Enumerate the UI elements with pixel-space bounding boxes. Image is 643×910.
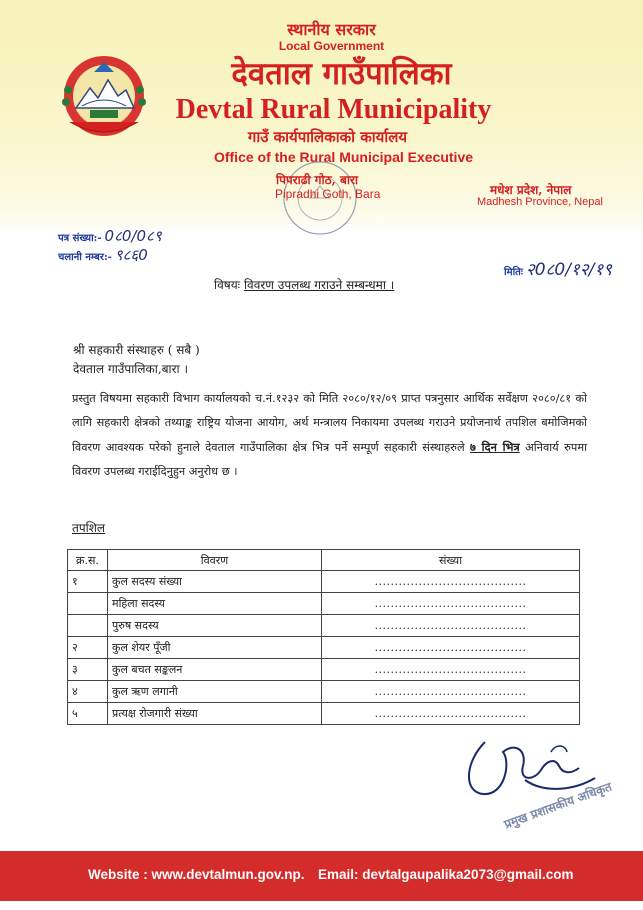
table-header-row (68, 550, 580, 571)
row-item: कुल बचत सङ्कलन (108, 659, 322, 681)
row-serial: ३ (68, 659, 108, 681)
office-address-np: पिपराढी गोठ, बारा (276, 173, 358, 187)
municipality-name-np: देवताल गाउँपालिका (231, 56, 452, 92)
details-table (67, 549, 580, 725)
signature-with-stamp (455, 722, 615, 837)
official-stamp-text: प्रमुख प्रशासकीय अधिकृत (502, 779, 614, 832)
row-value: ...................................... (322, 571, 580, 593)
letter-number-value: 0८0/0८९ (104, 227, 162, 245)
header-serial: क्र.स. (68, 550, 108, 571)
local-government-np: स्थानीय सरकार (287, 20, 376, 39)
row-serial: ४ (68, 681, 108, 703)
table-row (68, 659, 580, 681)
addressee-line-1: श्री सहकारी संस्थाहरु ( सबै ) (73, 343, 200, 357)
deadline-emphasis: ७ दिन भित्र (470, 440, 520, 454)
office-name-np: गाउँ कार्यपालिकाको कार्यालय (247, 128, 408, 146)
body-paragraph (72, 387, 587, 484)
header-description: विवरण (108, 550, 322, 571)
dispatch-number-label: चलानी नम्बर:- (58, 252, 112, 263)
table-row (68, 681, 580, 703)
table-row (68, 593, 580, 615)
footer-website[interactable]: Website : www.devtalmun.gov.np. (88, 867, 305, 882)
date-label: मितिः (504, 267, 523, 278)
table-row (68, 637, 580, 659)
row-value: ...................................... (322, 593, 580, 615)
local-government-en: Local Government (278, 39, 385, 53)
footer-bar (0, 851, 643, 901)
subject-line (214, 276, 394, 293)
row-item: कुल शेयर पूँजी (108, 637, 322, 659)
office-address-en: Pipradhi Goth, Bara (275, 187, 381, 201)
header-count: संख्या (322, 550, 580, 571)
table-row (68, 615, 580, 637)
dispatch-number (58, 245, 148, 265)
row-serial: ५ (68, 703, 108, 725)
row-item: पुरुष सदस्य (108, 615, 322, 637)
dispatch-number-value: ९८६0 (114, 246, 148, 264)
province-np: मधेश प्रदेश, नेपाल (490, 183, 572, 197)
body-text-part-2: अनिवार्य रुपमा विवरण उपलब्ध गराईदिनुहुन अनुरोध छ । (72, 441, 587, 478)
letter-number-label: पत्र संख्या:- (58, 233, 102, 244)
row-serial: १ (68, 571, 108, 593)
subject-label: विषयः (214, 278, 241, 292)
row-value: ...................................... (322, 637, 580, 659)
office-name-en: Office of the Rural Municipal Executive (213, 149, 474, 165)
row-item: महिला सदस्य (108, 593, 322, 615)
body-text-part-1: प्रस्तुत विषयमा सहकारी विभाग कार्यालयको च.नं.१२३२ को मिति २०८०/१२/०९ प्राप्त पत्रनुसार आर्थिक सर्वेक्षण २०८०/८१ को लागि सहकारी क्षेत्रको तथ्याङ्क राष्ट्रिय योजना आयोग, अर्थ मन्त्रालय निकायमा उपलब्ध गराउने प्रयोजनार्थ तपशिल बमोजिमको विवरण आवश्यक परेको हुनाले देवताल गाउँपालिका क्षेत्र भित्र पर्ने सम्पूर्ण सहकारी संस्थाहरुले (72, 392, 587, 454)
details-title: तपशिल (72, 521, 106, 535)
row-serial: २ (68, 637, 108, 659)
table-row (68, 571, 580, 593)
row-serial (68, 593, 108, 615)
province-en: Madhesh Province, Nepal (477, 196, 603, 208)
date-value: २0८0/१२/१९ (525, 260, 613, 280)
footer-email[interactable]: Email: devtalgaupalika2073@gmail.com (318, 867, 574, 882)
addressee-line-2: देवताल गाउँपालिका,बारा । (73, 362, 189, 376)
letter-number (58, 226, 162, 246)
row-value: ...................................... (322, 703, 580, 725)
subject-text: विवरण उपलब्ध गराउने सम्बन्धमा । (243, 278, 395, 292)
row-value: ...................................... (322, 615, 580, 637)
row-serial (68, 615, 108, 637)
row-item: कुल ऋण लगानी (108, 681, 322, 703)
row-item: प्रत्यक्ष रोजगारी संख्या (108, 703, 322, 725)
letter-date (504, 257, 612, 280)
municipality-name-en: Devtal Rural Municipality (175, 94, 492, 125)
row-value: ...................................... (322, 681, 580, 703)
row-value: ...................................... (322, 659, 580, 681)
row-item: कुल सदस्य संख्या (108, 571, 322, 593)
